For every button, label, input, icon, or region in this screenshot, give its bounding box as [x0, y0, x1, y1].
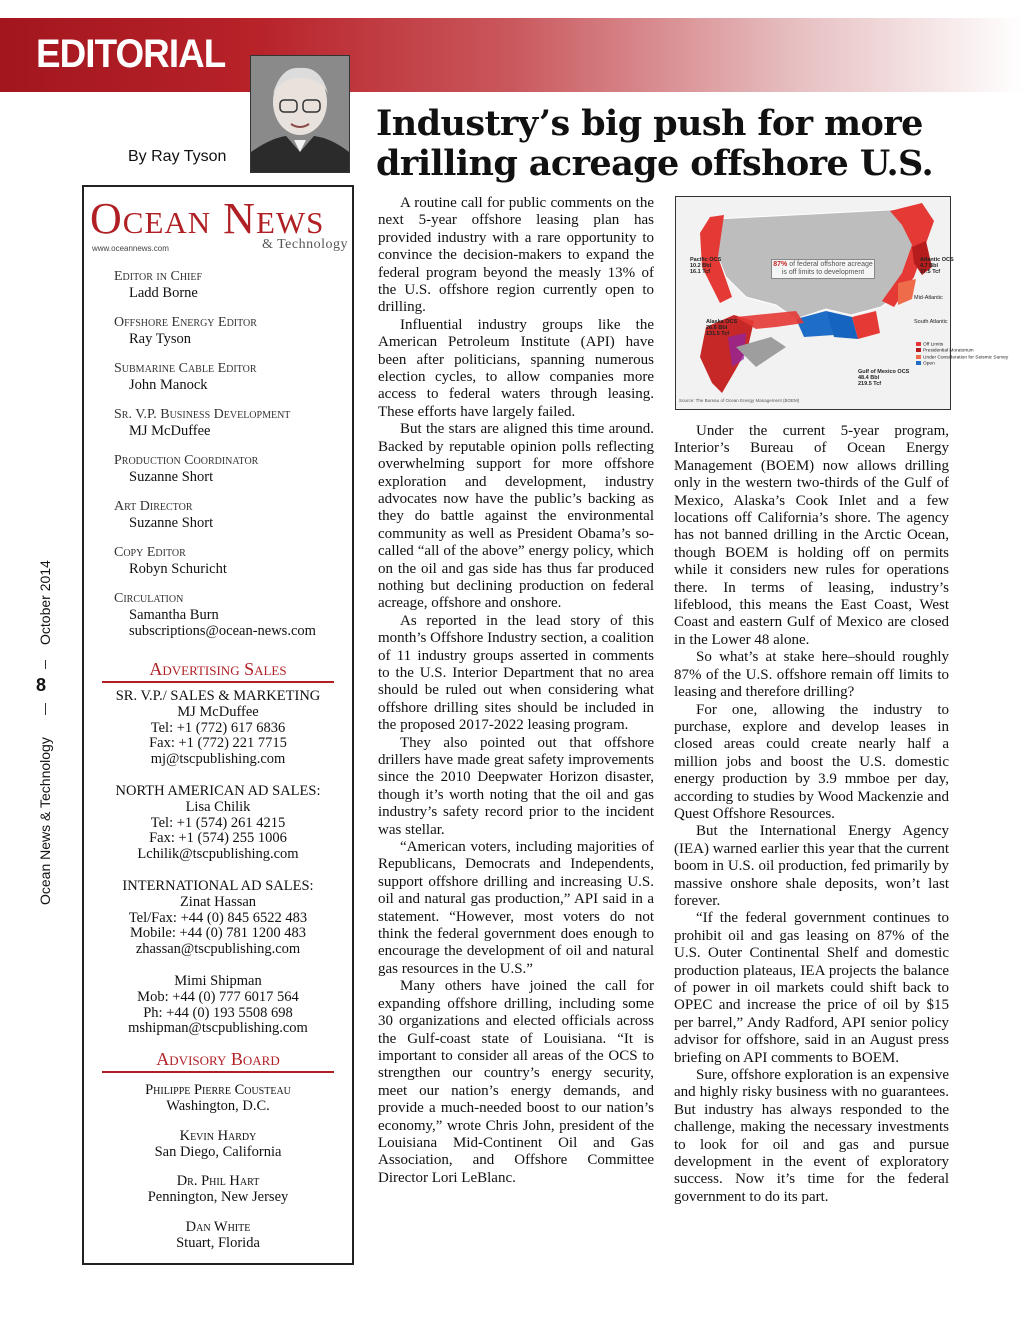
legend-label: Off Limits	[923, 342, 944, 348]
article-paragraph: So what’s at stake here–should roughly 87% of the U.S. offshore remain off limits to leasing and therefore drilling?	[674, 649, 949, 701]
ad-contact-email[interactable]: mj@tscpublishing.com	[150, 751, 286, 768]
callout-text: of federal offshore acreage is off limits to development	[781, 261, 873, 276]
legend-swatch	[916, 348, 921, 352]
map-callout	[771, 259, 875, 279]
staff-role: Sr. V.P. Business Development	[114, 407, 291, 422]
author-photo	[250, 55, 350, 173]
byline: By Ray Tyson	[128, 148, 227, 165]
legend-swatch	[916, 342, 921, 346]
ad-contact-title: NORTH AMERICAN AD SALES:	[115, 782, 321, 799]
staff-list	[114, 269, 344, 649]
legend-label: Presidential Moratorium	[923, 348, 974, 354]
ad-contact-email[interactable]: zhassan@tscpublishing.com	[135, 941, 301, 958]
staff-entry	[114, 591, 344, 639]
article-paragraph: A routine call for public comments on the next 5-year offshore leasing plan has provided industry with a rare opportunity to convince the decision-makers to expand the federal program beyond the measly 13% of the U.S. offshore region currently open to drilling.	[378, 195, 654, 316]
headline	[376, 104, 976, 184]
ad-contact-title: SR. V.P./ SALES & MARKETING	[115, 688, 321, 704]
staff-entry	[114, 407, 344, 439]
staff-role: Offshore Energy Editor	[114, 315, 257, 330]
ad-contact	[84, 689, 352, 768]
ad-contact	[84, 784, 352, 863]
legend-label: Open	[923, 361, 935, 367]
logo-main: Ocean News	[90, 194, 325, 243]
article-column-2	[674, 423, 949, 1206]
advisory-heading: Advisory Board	[102, 1049, 334, 1073]
advisor-name: Dan White	[185, 1218, 251, 1235]
advisor-location: Washington, D.C.	[166, 1097, 270, 1114]
ad-contact-line: Mob: +44 (0) 777 6017 564	[137, 988, 299, 1005]
ad-contact-title: Mimi Shipman	[174, 972, 262, 989]
staff-entry	[114, 453, 344, 485]
article-paragraph: Many others have joined the call for expanding offshore drilling, including some 30 organizations and elected officials across the Gulf-coast state of Louisiana. “It is important to consider all areas of the OCS to strengthen our country’s energy security, meet our nation’s energy demands, and provide a much-needed boost to our nation’s economy,” wrote Chris John, president of the Louisiana Mid-Continent Oil and Gas Association, and Offshore Committee Director Lori LeBlanc.	[378, 978, 654, 1186]
ad-contact-line: Mobile: +44 (0) 781 1200 483	[129, 925, 307, 942]
advisor-name: Philippe Pierre Cousteau	[145, 1082, 291, 1099]
article-paragraph: Influential industry groups like the American Petroleum Institute (API) have been after politicians, spanning numerous election cycles, to allow companies more access to federal waters through leasing. These efforts have largely failed.	[378, 316, 654, 420]
legend-swatch	[916, 355, 921, 359]
advisor-location: Stuart, Florida	[176, 1234, 260, 1251]
article-paragraph: “American voters, including majorities of Republicans, Democrats and Independents, support offshore drilling and increasing U.S. oil and natural gas production,” API said in a statement. “However, most voters do not think the federal government does enough to encourage the development of oil and natural gas resources in the U.S.”	[378, 839, 654, 977]
publication-name: Ocean News & Technology	[37, 737, 53, 905]
staff-entry	[114, 269, 344, 301]
map-legend	[916, 342, 1008, 367]
section-title: EDITORIAL	[36, 32, 226, 76]
staff-name: Suzanne Short	[129, 515, 214, 531]
page-number: 8	[36, 675, 47, 695]
advisor-name: Kevin Hardy	[179, 1127, 257, 1144]
publication-logo	[90, 194, 352, 257]
legend-item	[916, 361, 1008, 367]
staff-role: Copy Editor	[114, 545, 186, 560]
staff-entry	[114, 361, 344, 393]
staff-name: Samantha Burn	[129, 607, 219, 623]
article-paragraph: They also pointed out that offshore drillers have made great safety improvements since the 2010 Deepwater Horizon disaster, though it’s worth noting that the oil and gas industry’s safety record prior to the incident was stellar.	[378, 734, 654, 838]
offshore-acreage-map	[675, 196, 1009, 410]
ad-contact-line: Lisa Chilik	[185, 798, 251, 815]
ad-contact-line: Zinat Hassan	[179, 893, 257, 910]
article-paragraph: But the stars are aligned this time around. Backed by reputable opinion polls reflecting overwhelming support for more offshore exploration and development, industry advocates now have the public’s backing as they do battle against the environmental community as well as President Obama’s so-called “all of the above” energy policy, which on the oil and gas side has thus far produced nothing but declining production on federal acreage, offshore and onshore.	[378, 421, 654, 612]
advisor	[84, 1174, 352, 1206]
staff-name: Robyn Schuricht	[129, 561, 227, 577]
ad-contact	[84, 974, 352, 1037]
issue-date: October 2014	[37, 560, 53, 645]
label-mid-atlantic: Mid-Atlantic	[914, 295, 943, 301]
logo-url: www.oceannews.com	[92, 244, 169, 253]
article-paragraph: As reported in the lead story of this month’s Offshore Industry section, a coalition of 11 industry groups asserted in comments to the U.S. Interior Department that no area should be ruled out when considering what offshore drilling sites should be included in the proposed 2017-2022 leasing program.	[378, 612, 654, 734]
staff-name: Suzanne Short	[129, 469, 214, 485]
callout-percent: 87%	[773, 261, 788, 268]
staff-name: Ladd Borne	[129, 285, 198, 301]
staff-name: MJ McDuffee	[129, 423, 211, 439]
folio-divider	[45, 660, 46, 669]
staff-entry	[114, 499, 344, 531]
subscriptions-email[interactable]: subscriptions@ocean-news.com	[129, 623, 316, 639]
advisor-location: San Diego, California	[154, 1143, 282, 1160]
staff-entry	[114, 545, 344, 577]
legend-item	[916, 355, 1008, 361]
article-paragraph: “If the federal government continues to prohibit oil and gas leasing on 87% of the U.S. Outer Continental Shelf and domestic production plateaus, IEA projects the balance of power in oil markets could shift back to OPEC and increase the price of oil by $15 per barrel,” Andy Radford, API senior policy advisor for offshore, said in an August press briefing on API comments to BOEM.	[674, 910, 949, 1066]
headline-line-2: drilling acreage offshore U.S.	[376, 143, 934, 184]
staff-entry	[114, 315, 344, 347]
article-column-1	[378, 195, 654, 1187]
staff-name: John Manock	[129, 377, 208, 393]
staff-role: Production Coordinator	[114, 453, 259, 468]
legend-swatch	[916, 361, 921, 365]
label-gulf-ocs: Gulf of Mexico OCS 48.4 Bbl 219.5 Tcf	[858, 369, 910, 387]
ad-contact-title: INTERNATIONAL AD SALES:	[122, 877, 314, 894]
article-paragraph: For one, allowing the industry to purchase, explore and develop leases in closed areas could create nearly half a million jobs and boost the U.S. domestic energy production by 3.9 mmboe per day, according to studies by Wood Mackenzie and Quest Offshore Resources.	[674, 701, 949, 822]
ad-contact-email[interactable]: Lchilik@tscpublishing.com	[137, 846, 299, 863]
label-pacific-ocs: Pacific OCS 10.2 Bbl 16.1 Tcf	[690, 257, 722, 275]
ad-contact-line: Ph: +44 (0) 193 5508 698	[143, 1004, 293, 1021]
map-source: Source: The Bureau of Ocean Energy Management (BOEM)	[679, 398, 800, 403]
staff-role: Circulation	[114, 591, 184, 606]
article-paragraph: But the International Energy Agency (IEA) warned earlier this year that the current boom in U.S. oil production, fed primarily by massive onshore shale deposits, won’t last forever.	[674, 823, 949, 909]
advisor	[84, 1220, 352, 1252]
advisor-location: Pennington, New Jersey	[147, 1189, 289, 1206]
ad-contact-line: Tel: +1 (574) 261 4215	[150, 814, 286, 831]
article-paragraph: Sure, offshore exploration is an expensive and highly risky business with no guarantees. But industry has always responded to the challenge, making the necessary investments to look for oil and gas and pursue development in the event of exploratory success. Now it’s time for the federal government to do its part.	[674, 1067, 949, 1205]
ad-contact-line: MJ McDuffee	[177, 703, 259, 720]
ad-contact-line: Tel: +1 (772) 617 6836	[150, 719, 286, 736]
ad-contact	[84, 879, 352, 958]
advertising-heading: Advertising Sales	[102, 659, 334, 683]
ad-contact-line: Tel/Fax: +44 (0) 845 6522 483	[128, 909, 308, 926]
staff-role: Editor in Chief	[114, 269, 203, 284]
advisor	[84, 1129, 352, 1161]
ad-contact-line: Fax: +1 (772) 221 7715	[149, 735, 287, 752]
sales-section	[84, 659, 352, 1268]
headline-line-1: Industry’s big push for more	[376, 103, 923, 144]
advisor-name: Dr. Phil Hart	[176, 1173, 260, 1190]
masthead-box	[82, 185, 354, 1265]
label-atlantic-ocs: Atlantic OCS 4.7 Bbl 37.5 Tcf	[920, 257, 954, 275]
article-paragraph: Under the current 5-year program, Interior’s Bureau of Ocean Energy Management (BOEM) now allows drilling only in the western two-thirds of the Gulf of Mexico, Alaska’s Cook Inlet and a few locations off California’s shore. The agency has not banned drilling in the Arctic Ocean, though BOEM is holding off on permits while it considers new rules for operations there. In terms of leasing, industry’s lifeblood, this means the East Coast, West Coast and eastern Gulf of Mexico are closed in the Lower 48 alone.	[674, 423, 949, 648]
advisor	[84, 1083, 352, 1115]
staff-role: Art Director	[114, 499, 193, 514]
label-south-atlantic: South Atlantic	[914, 319, 948, 325]
logo-subtitle: & Technology	[261, 237, 348, 252]
folio-divider	[45, 703, 46, 715]
staff-name: Ray Tyson	[129, 331, 191, 347]
ad-contact-email[interactable]: mshipman@tscpublishing.com	[128, 1020, 308, 1037]
staff-role: Submarine Cable Editor	[114, 361, 257, 376]
label-alaska-ocs: Alaska OCS 26.6 Bbl 131.5 Tcf	[706, 319, 738, 337]
legend-label: Under Consideration for Seismic Survey	[923, 354, 1009, 360]
ad-contact-line: Fax: +1 (574) 255 1006	[149, 830, 287, 847]
